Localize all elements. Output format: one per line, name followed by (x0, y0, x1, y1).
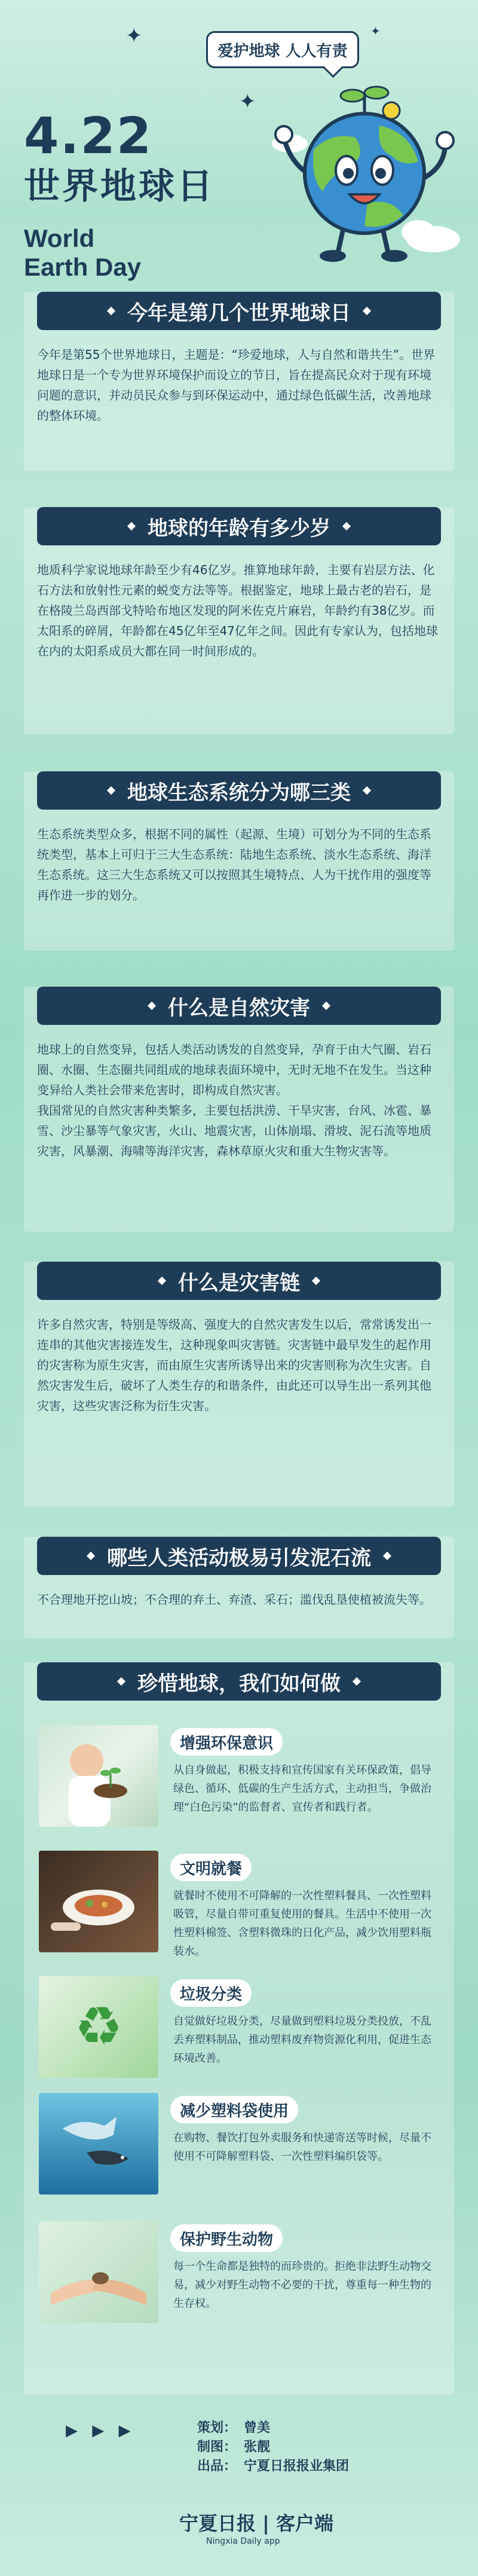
tip-title: 减少塑料袋使用 (170, 2096, 298, 2123)
section-card (24, 292, 454, 471)
tip-text: 从自身做起，积极支持和宣传国家有关环保政策，倡导绿色、循环、低碳的生产生活方式，主动担当，争做治理“白色污染”的监督者、宣传者和践行者。 (173, 1764, 431, 1814)
diamond-icon (107, 307, 115, 315)
sparkle-icon: ✦ (125, 24, 143, 48)
tip-title: 垃圾分类 (170, 1979, 252, 2007)
diamond-icon (363, 786, 371, 795)
diamond-icon (342, 522, 351, 530)
section-body (37, 560, 441, 661)
hero-banner (0, 0, 478, 281)
ocean-plastic-photo (39, 2093, 158, 2195)
paragraph: 地球上的自然变异，包括人类活动诱发的自然变异，孕育于由大气圈、岩石圈、水圈、生态圈共同组成的地球表面环境中，无时无地不在发生。当这种变异给人类社会带来危害时，即构成自然灾害。 (37, 1042, 431, 1097)
recycle-symbol-photo (39, 1976, 158, 2078)
credit-value: 张靓 (244, 2440, 271, 2455)
tip-title: 保护野生动物 (170, 2224, 283, 2252)
sparkle-icon: ✦ (239, 90, 256, 114)
arrow-decoration-icon: ▶ ▶ ▶ (66, 2422, 136, 2440)
section-body (37, 1039, 441, 1161)
tip-title: 增强环保意识 (170, 1728, 283, 1756)
section-title: 地球的年龄有多少岁 (148, 516, 330, 541)
section-header (37, 507, 441, 545)
tip-title: 文明就餐 (170, 1854, 252, 1881)
credit-value: 宁夏日报报业集团 (244, 2459, 350, 2474)
diamond-icon (383, 1552, 391, 1560)
tip-text: 在购物、餐饮打包外卖服务和快递寄送等时候，尽量不使用不可降解塑料袋、一次性塑料编织袋等。 (173, 2132, 431, 2163)
credit-value: 曾美 (244, 2421, 271, 2435)
diamond-icon (87, 1552, 95, 1560)
tip-text: 每一个生命都是独特的而珍贵的。拒绝非法野生动物交易，减少对野生动物不必要的干扰，尊重每一种生物的生存权。 (173, 2260, 431, 2310)
diamond-icon (127, 522, 136, 530)
paragraph: 地质科学家说地球年龄至少有46亿岁。推算地球年龄，主要有岩层方法、化石方法和放射性元素的蜕变方法等等。根据鉴定，地球上最古老的岩石，是在格陵兰岛西部戈特哈布地区发现的阿米佐克片麻岩，年龄约有38亿岁。而太阳系的碎屑，年龄都在45亿年至47亿年之间。因此有专家认为，包括地球在内的太阳系成员大都在同一时间形成的。 (37, 563, 438, 658)
credit-label: 出品： (197, 2459, 237, 2474)
section-card (24, 1537, 454, 1638)
section-title: 今年是第几个世界地球日 (127, 301, 351, 325)
tip-text: 自觉做好垃圾分类，尽量做到塑料垃圾分类投放，不乱丢弃塑料制品，推动塑料废弃物资源化利用，促进生态环境改善。 (173, 2015, 431, 2065)
section-header (37, 1662, 441, 1701)
earth-mascot-icon (266, 72, 463, 269)
section-header (37, 1537, 441, 1575)
event-date: 4.22 (24, 106, 153, 165)
diamond-icon (363, 307, 371, 315)
section-header (37, 987, 441, 1025)
paragraph: 不合理地开挖山坡；不合理的弃土、弃渣、采石；滥伐乱垦使植被流失等。 (37, 1592, 431, 1607)
section-card (24, 1262, 454, 1507)
diamond-icon (158, 1277, 166, 1285)
tip-text: 就餐时不使用不可降解的一次性塑料餐具、一次性塑料吸管，尽量自带可重复使用的餐具。生活中不使用一次性塑料棉签、含塑料微珠的日化产品，减少饮用塑料瓶装水。 (173, 1890, 431, 1958)
section-title: 哪些人类活动极易引发泥石流 (107, 1546, 371, 1570)
diamond-icon (117, 1677, 125, 1686)
section-title: 什么是自然灾害 (168, 996, 310, 1020)
sparkle-icon: ✦ (370, 24, 381, 38)
paragraph: 许多自然灾害，特别是等级高、强度大的自然灾害发生以后，常常诱发出一连串的其他灾害接连发生，这种现象叫灾害链。灾害链中最早发生的起作用的灾害称为原生灾害，而由原生灾害所诱导出来的灾害则称为次生灾害。自然灾害发生后，破坏了人类生存的和谐条件，由此还可以导生出一系列其他灾害，这些灾害泛称为衍生灾害。 (37, 1317, 431, 1413)
paragraph: 今年是第55个世界地球日，主题是：“珍爱地球，人与自然和谐共生”。世界地球日是一个专为世界环境保护而设立的节日，旨在提高民众对于现有环境问题的意识，并动员民众参与到环保运动中，通过绿色低碳生活，改善地球的整体环境。 (37, 347, 436, 423)
diamond-icon (312, 1277, 320, 1285)
section-body (37, 344, 441, 426)
paragraph: 生态系统类型众多，根据不同的属性（起源、生境）可划分为不同的生态系统类型，基本上可归于三大生态系统：陆地生态系统、淡水生态系统、海洋生态系统。这三大生态系统又可以按照其生境特点、人为干扰作用的强度等再作进一步的划分。 (37, 827, 431, 902)
section-card (24, 771, 454, 951)
diamond-icon (353, 1677, 361, 1686)
dining-table-photo (39, 1851, 158, 1952)
section-body (37, 824, 441, 905)
slogan-bubble: 爱护地球 人人有责 (206, 31, 359, 68)
page-title: 世界地球日 (24, 166, 215, 207)
diamond-icon (148, 1002, 156, 1010)
page-title-english: World (24, 224, 95, 252)
section-body (37, 1314, 441, 1416)
credit-label: 制图： (197, 2440, 237, 2455)
section-card (24, 987, 454, 1232)
section-header (37, 1262, 441, 1300)
section-title: 珍惜地球，我们如何做 (137, 1671, 341, 1696)
brand-logo-english: Ningxia Daily app (206, 2537, 280, 2546)
section-title: 地球生态系统分为哪三类 (127, 780, 351, 805)
section-body (37, 1589, 441, 1610)
diamond-icon (107, 786, 115, 795)
page-title-english: Earth Day (24, 253, 142, 281)
svg-text:♻: ♻ (74, 1995, 123, 2058)
child-holding-seedling-photo (39, 1725, 158, 1827)
diamond-icon (322, 1002, 330, 1010)
credit-label: 策划： (197, 2421, 237, 2435)
credits (197, 2419, 349, 2476)
section-header (37, 771, 441, 810)
paragraph: 我国常见的自然灾害种类繁多，主要包括洪涝、干旱灾害，台风、冰雹、暴雪、沙尘暴等气象灾害，火山、地震灾害，山体崩塌、滑坡、泥石流等地质灾害，风暴潮、海啸等海洋灾害，森林草原火灾和重大生物灾害等。 (37, 1103, 431, 1158)
section-card (24, 507, 454, 734)
brand-logo: 宁夏日报 | 客户端 (179, 2512, 333, 2535)
hands-with-animal-photo (39, 2221, 158, 2323)
section-header (37, 292, 441, 330)
section-title: 什么是灾害链 (178, 1271, 300, 1295)
